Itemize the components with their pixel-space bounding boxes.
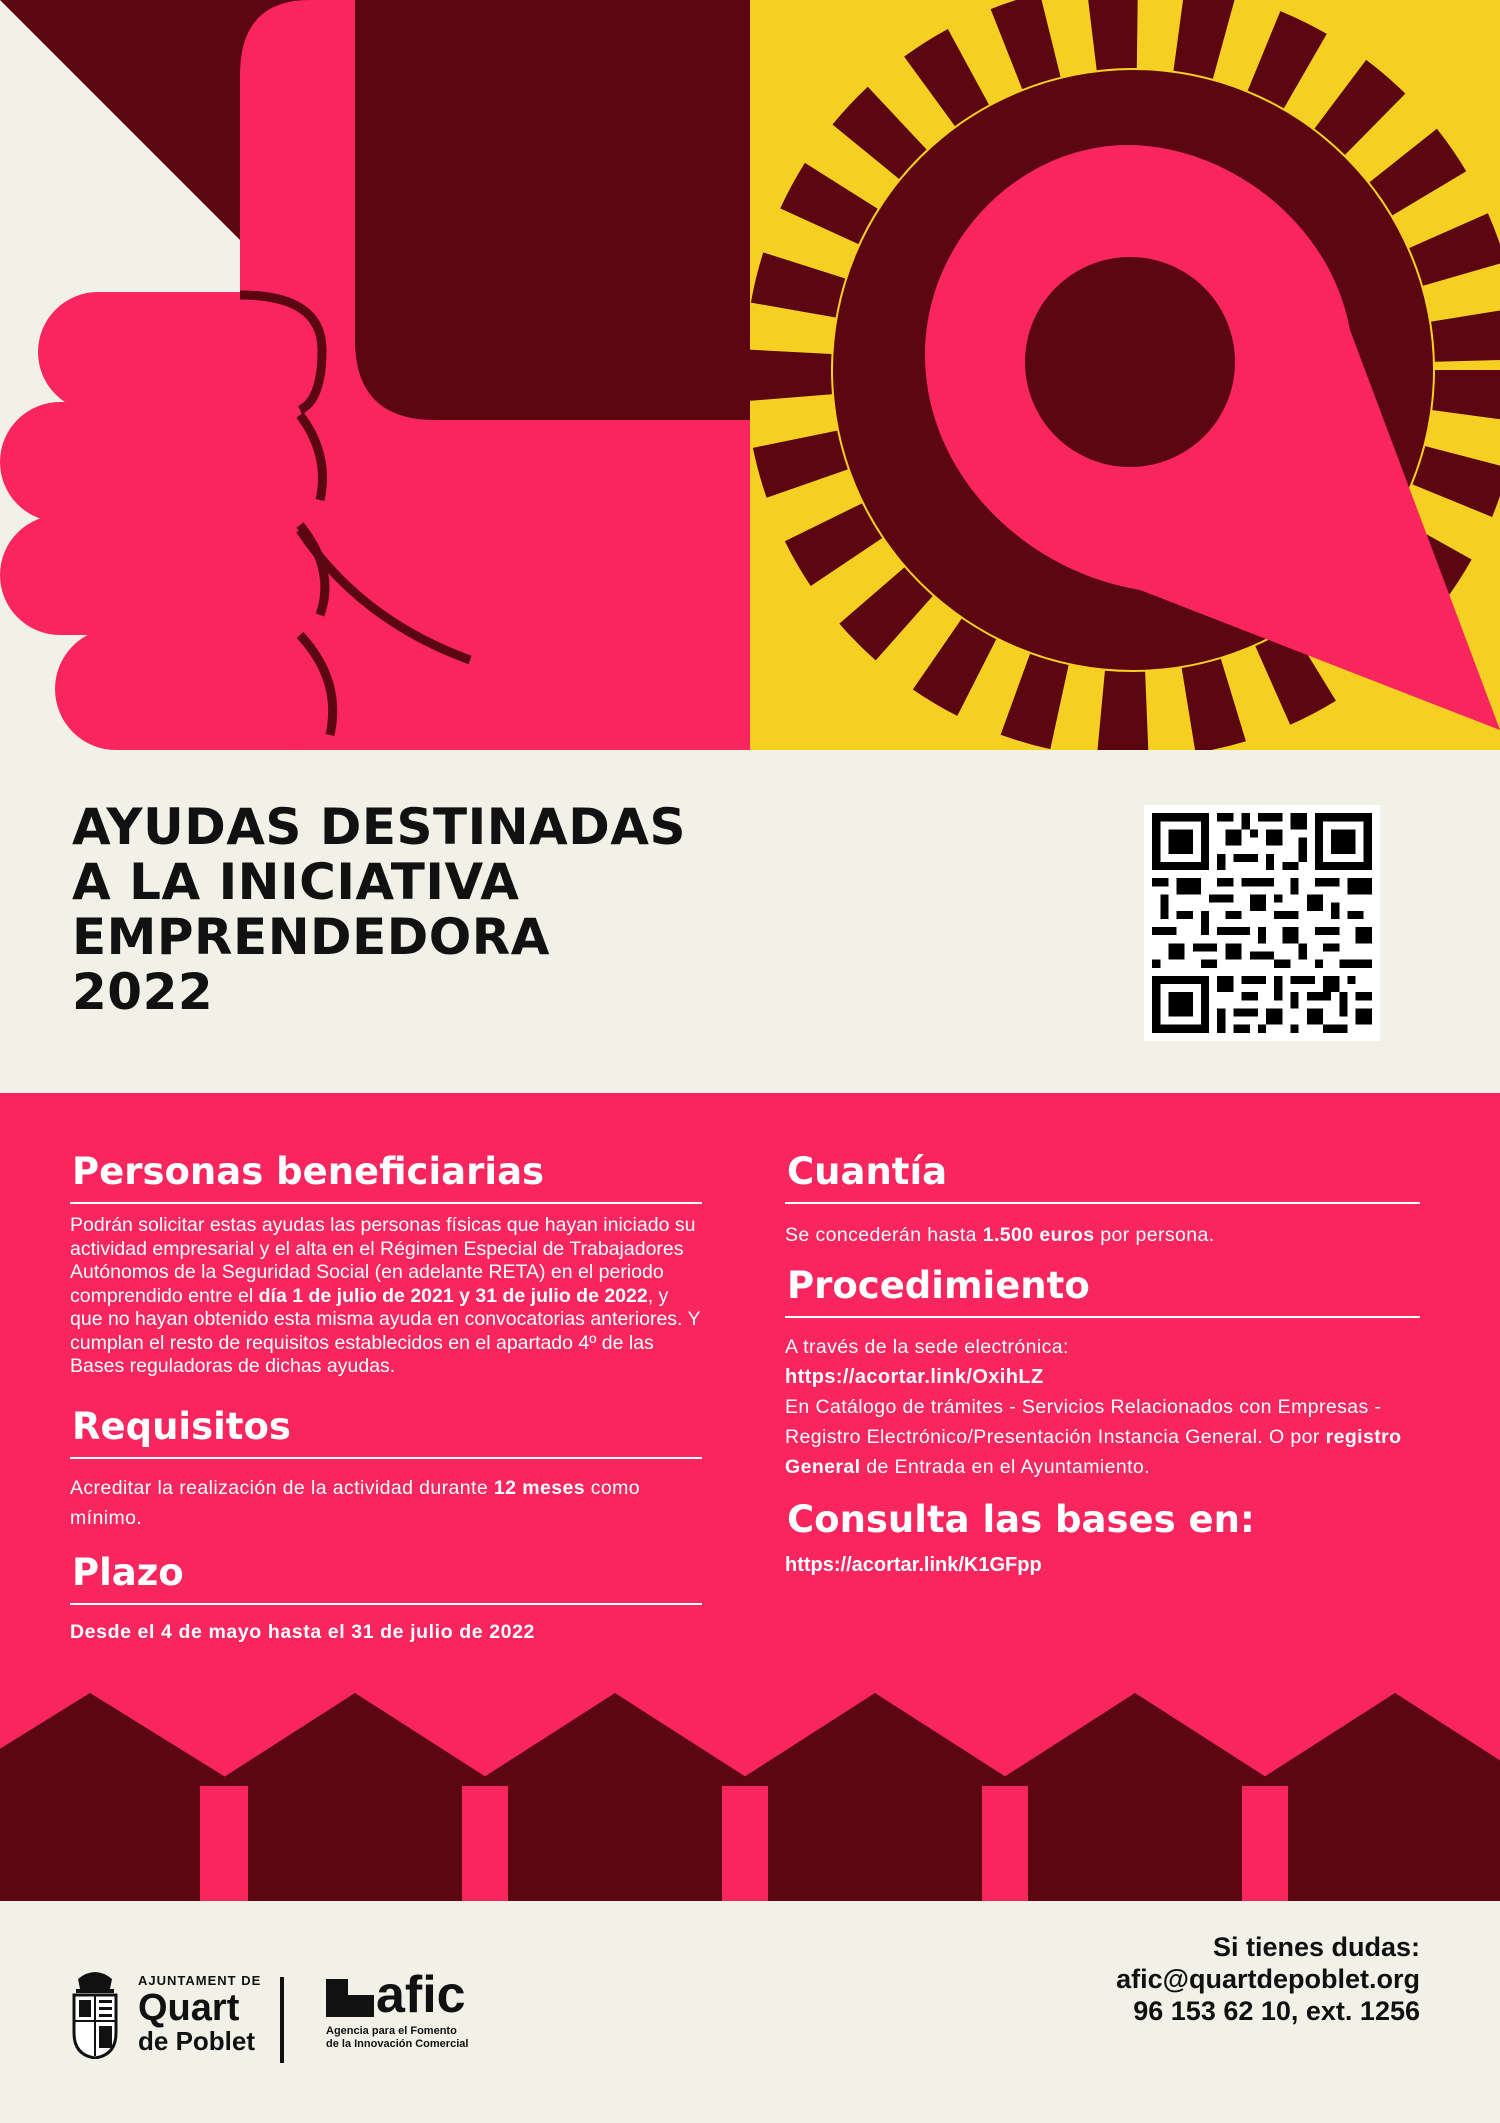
afic-sub2: de la Innovación Comercial [326,2038,469,2050]
procedimiento-text: A través de la sede electrónica: https://acortar.link/OxihLZ En Catálogo de trámites - Servicios Relacionados con Empresas - Registro Electrónico/Presentación Instancia General. O por registro General de Entrada en el Ayuntamiento. [785,1332,1420,1482]
contact-heading: Si tienes dudas: [1212,1932,1420,1962]
plazo-text: Desde el 4 de mayo hasta el 31 de julio de 2022 [70,1620,535,1643]
arrow-up-icon [470,1693,760,1901]
heading-plazo: Plazo [70,1551,702,1605]
title-line-2: A LA INICIATIVA [72,853,520,911]
ajuntament-line2: Quart [138,1987,240,2029]
ajuntament-line3: de Poblet [138,2026,256,2056]
heading-beneficiarias: Personas beneficiarias [70,1150,702,1204]
arrow-up-icon [0,1693,240,1901]
contact-block [1116,1931,1420,2027]
heading-requisitos: Requisitos [70,1405,702,1459]
arrow-up-icon [990,1693,1280,1901]
afic-sub1: Agencia para el Fomento [326,2025,457,2037]
title-line-4: 2022 [72,963,214,1021]
heading-procedimiento: Procedimiento [785,1264,1420,1318]
beneficiarias-text: Podrán solicitar estas ayudas las personas físicas que hayan iniciado su actividad empresarial y el alta en el Régimen Especial de Trabajadores Autónomos de la Seguridad Social (en adelante RETA) en el periodo comprendido entre el día 1 de julio de 2021 y 31 de julio de 2022, y que no hayan obtenido esta misma ayuda en convocatorias anteriores. Y cumplan el resto de requisitos establecidos en el apartado 4º de las Bases reguladoras de dichas ayudas. [70,1214,701,1377]
arrow-up-icon [210,1693,500,1901]
requisitos-text: Acreditar la realización de la actividad durante 12 meses como mínimo. [70,1476,641,1529]
ajuntament-logo [138,1973,261,2055]
consulta-link[interactable]: https://acortar.link/K1GFpp [785,1554,1042,1576]
cuantia-text: Se concederán hasta 1.500 euros por persona. [785,1224,1215,1246]
procedimiento-link[interactable]: https://acortar.link/OxihLZ [785,1366,1044,1388]
title-line-1: AYUDAS DESTINADAS [72,798,686,856]
heading-consulta: Consulta las bases en: [787,1498,1255,1541]
afic-logo-icon [326,1979,374,2017]
title-line-3: EMPRENDEDORA [72,908,550,966]
contact-phone[interactable]: 96 153 62 10, ext. 1256 [1133,1996,1420,2026]
contact-email[interactable]: afic@quartdepoblet.org [1116,1964,1420,1994]
coat-of-arms-icon [70,1969,120,2059]
logo-divider [280,1977,284,2063]
left-column [70,1150,702,1644]
hero-illustration [0,0,1500,750]
afic-name: afic [376,1966,466,2024]
heading-cuantia: Cuantía [785,1150,1420,1204]
ajuntament-line1: AJUNTAMENT DE [138,1973,262,1988]
right-column [785,1150,1420,1577]
qr-code-icon[interactable] [1144,805,1380,1041]
arrow-up-icon [730,1693,1020,1901]
arrow-up-icon [1250,1693,1500,1901]
page-title [72,800,772,1020]
